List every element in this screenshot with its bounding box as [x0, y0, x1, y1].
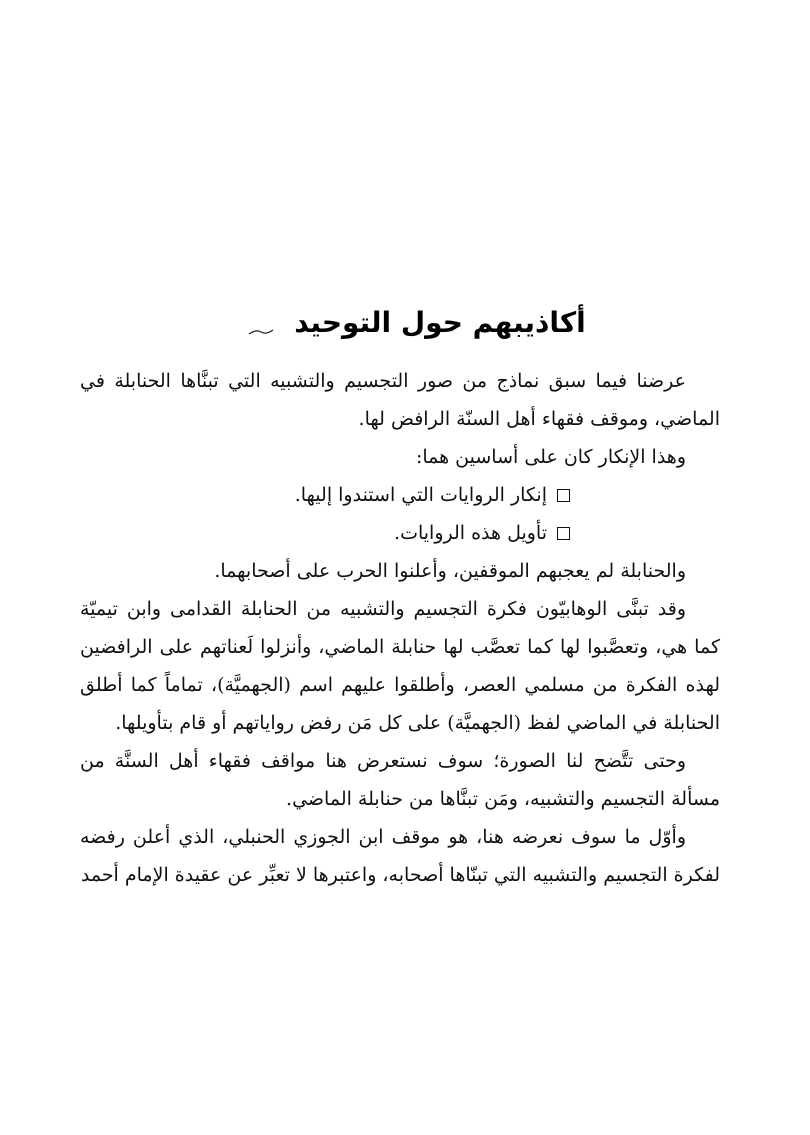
- paragraph-4: وقد تبنَّى الوهابيّون فكرة التجسيم والتشبيه من الحنابلة القدامى وابن تيميّة كما هي، وتعصَّبوا لها كما تعصَّب لها حنابلة الماضي، وأنزلوا لَعناتهم على الرافضين لهذه الفكرة من مسلمي العصر، وأطلقوا عليهم اسم (الجهميَّة)، تماماً كما أطلق الحنابلة في الماضي لفظ (الجهميَّة) على كل مَن رفض رواياتهم أو قام بتأويلها.: [80, 598, 720, 734]
- bullet-item-2: [80, 514, 720, 552]
- paragraph-1: عرضنا فيما سبق نماذج من صور التجسيم والتشبيه التي تبنَّاها الحنابلة في الماضي، وموقف فقهاء أهل السنّة الرافض لها.: [80, 370, 720, 430]
- title-ornament-icon: [248, 328, 274, 336]
- bullet-item-1: [80, 476, 720, 514]
- square-bullet-icon: [557, 489, 570, 502]
- title-block: [260, 300, 620, 352]
- chapter-title: أكاذيبهم حول التوحيد: [294, 306, 586, 339]
- paragraph-2: وهذا الإنكار كان على أساسين هما:: [415, 446, 686, 468]
- paragraph-6: وأوّل ما سوف نعرضه هنا، هو موقف ابن الجوزي الحنبلي، الذي أعلن رفضه لفكرة التجسيم والتشبيه التي تبنّاها أصحابه، واعتبرها لا تعبِّر عن عقيدة الإمام أحمد: [80, 826, 720, 886]
- paragraph-5: وحتى تتَّضح لنا الصورة؛ سوف نستعرض هنا مواقف فقهاء أهل السنَّة من مسألة التجسيم والتشبيه، ومَن تبنَّاها من حنابلة الماضي.: [80, 750, 720, 810]
- square-bullet-icon: [557, 527, 570, 540]
- bullet-item-1-text: إنكار الروايات التي استندوا إليها.: [294, 484, 547, 506]
- body-text: [80, 362, 720, 894]
- bullet-item-2-text: تأويل هذه الروايات.: [394, 522, 547, 544]
- paragraph-3: والحنابلة لم يعجبهم الموقفين، وأعلنوا الحرب على أصحابهما.: [214, 560, 686, 582]
